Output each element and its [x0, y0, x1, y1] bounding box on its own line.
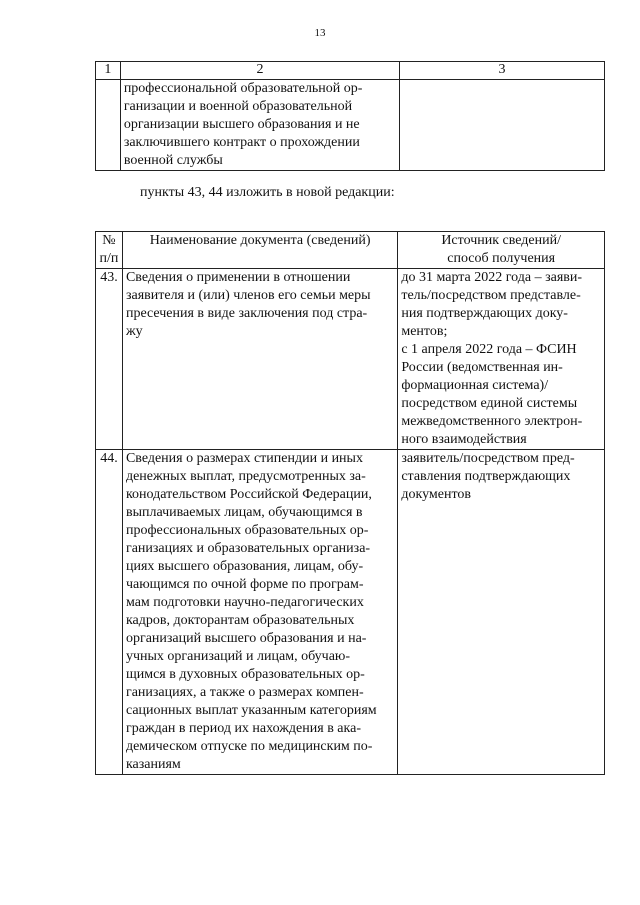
row-number-cell: 43. [96, 269, 123, 450]
table-row [96, 80, 605, 171]
column-number-2: 2 [120, 62, 399, 80]
header-source: Источник сведений/ способ получения [398, 232, 605, 269]
documents-table [95, 231, 605, 775]
amendment-intro-text: пункты 43, 44 изложить в новой редакции: [140, 185, 395, 200]
table-header-row [96, 62, 605, 80]
table-row [96, 450, 605, 775]
header-number: № п/п [96, 232, 123, 269]
document-name-cell: профессиональной образовательной ор- ганизации и военной образовательной организации высшего образования и не заключившего контракт о прохождении военной службы [120, 80, 399, 171]
document-name-cell: Сведения о применении в отношении заявителя и (или) членов его семьи меры пресечения в виде заключения под стра- жу [122, 269, 397, 450]
page-number: 13 [314, 27, 326, 39]
source-cell [400, 80, 605, 171]
table-header-row [96, 232, 605, 269]
document-name-cell: Сведения о размерах стипендии и иных денежных выплат, предусмотренных за- конодательством Российской Федерации, выплачиваемых лицам, обучающимся в профессиональных образовательных ор- ганизациях и образовательных организа- циях высшего образования, лицам, обу- чающимся по очной форме по програм- мам подготовки научно-педагогических кадров, докторантам образовательных организаций высшего образования и на- учных организаций и лицам, обучаю- щимся в духовных образовательных ор- ганизациях, а также о размерах компен- сационных выплат указанным категориям граждан в период их нахождения в ака- демическом отпуске по медицинским по- казаниям [122, 450, 397, 775]
table-row [96, 269, 605, 450]
column-number-3: 3 [400, 62, 605, 80]
source-cell: заявитель/посредством пред- ставления подтверждающих документов [398, 450, 605, 775]
row-number-cell: 44. [96, 450, 123, 775]
source-cell: до 31 марта 2022 года – заяви- тель/посредством представле- ния подтверждающих доку- ментов; с 1 апреля 2022 года – ФСИН России (ведомственная ин- формационная система)/ посредством единой системы межведомственного электрон- ного взаимодействия [398, 269, 605, 450]
previous-table-fragment [95, 61, 605, 171]
header-document-name: Наименование документа (сведений) [122, 232, 397, 269]
column-number-1: 1 [96, 62, 121, 80]
row-number-cell [96, 80, 121, 171]
